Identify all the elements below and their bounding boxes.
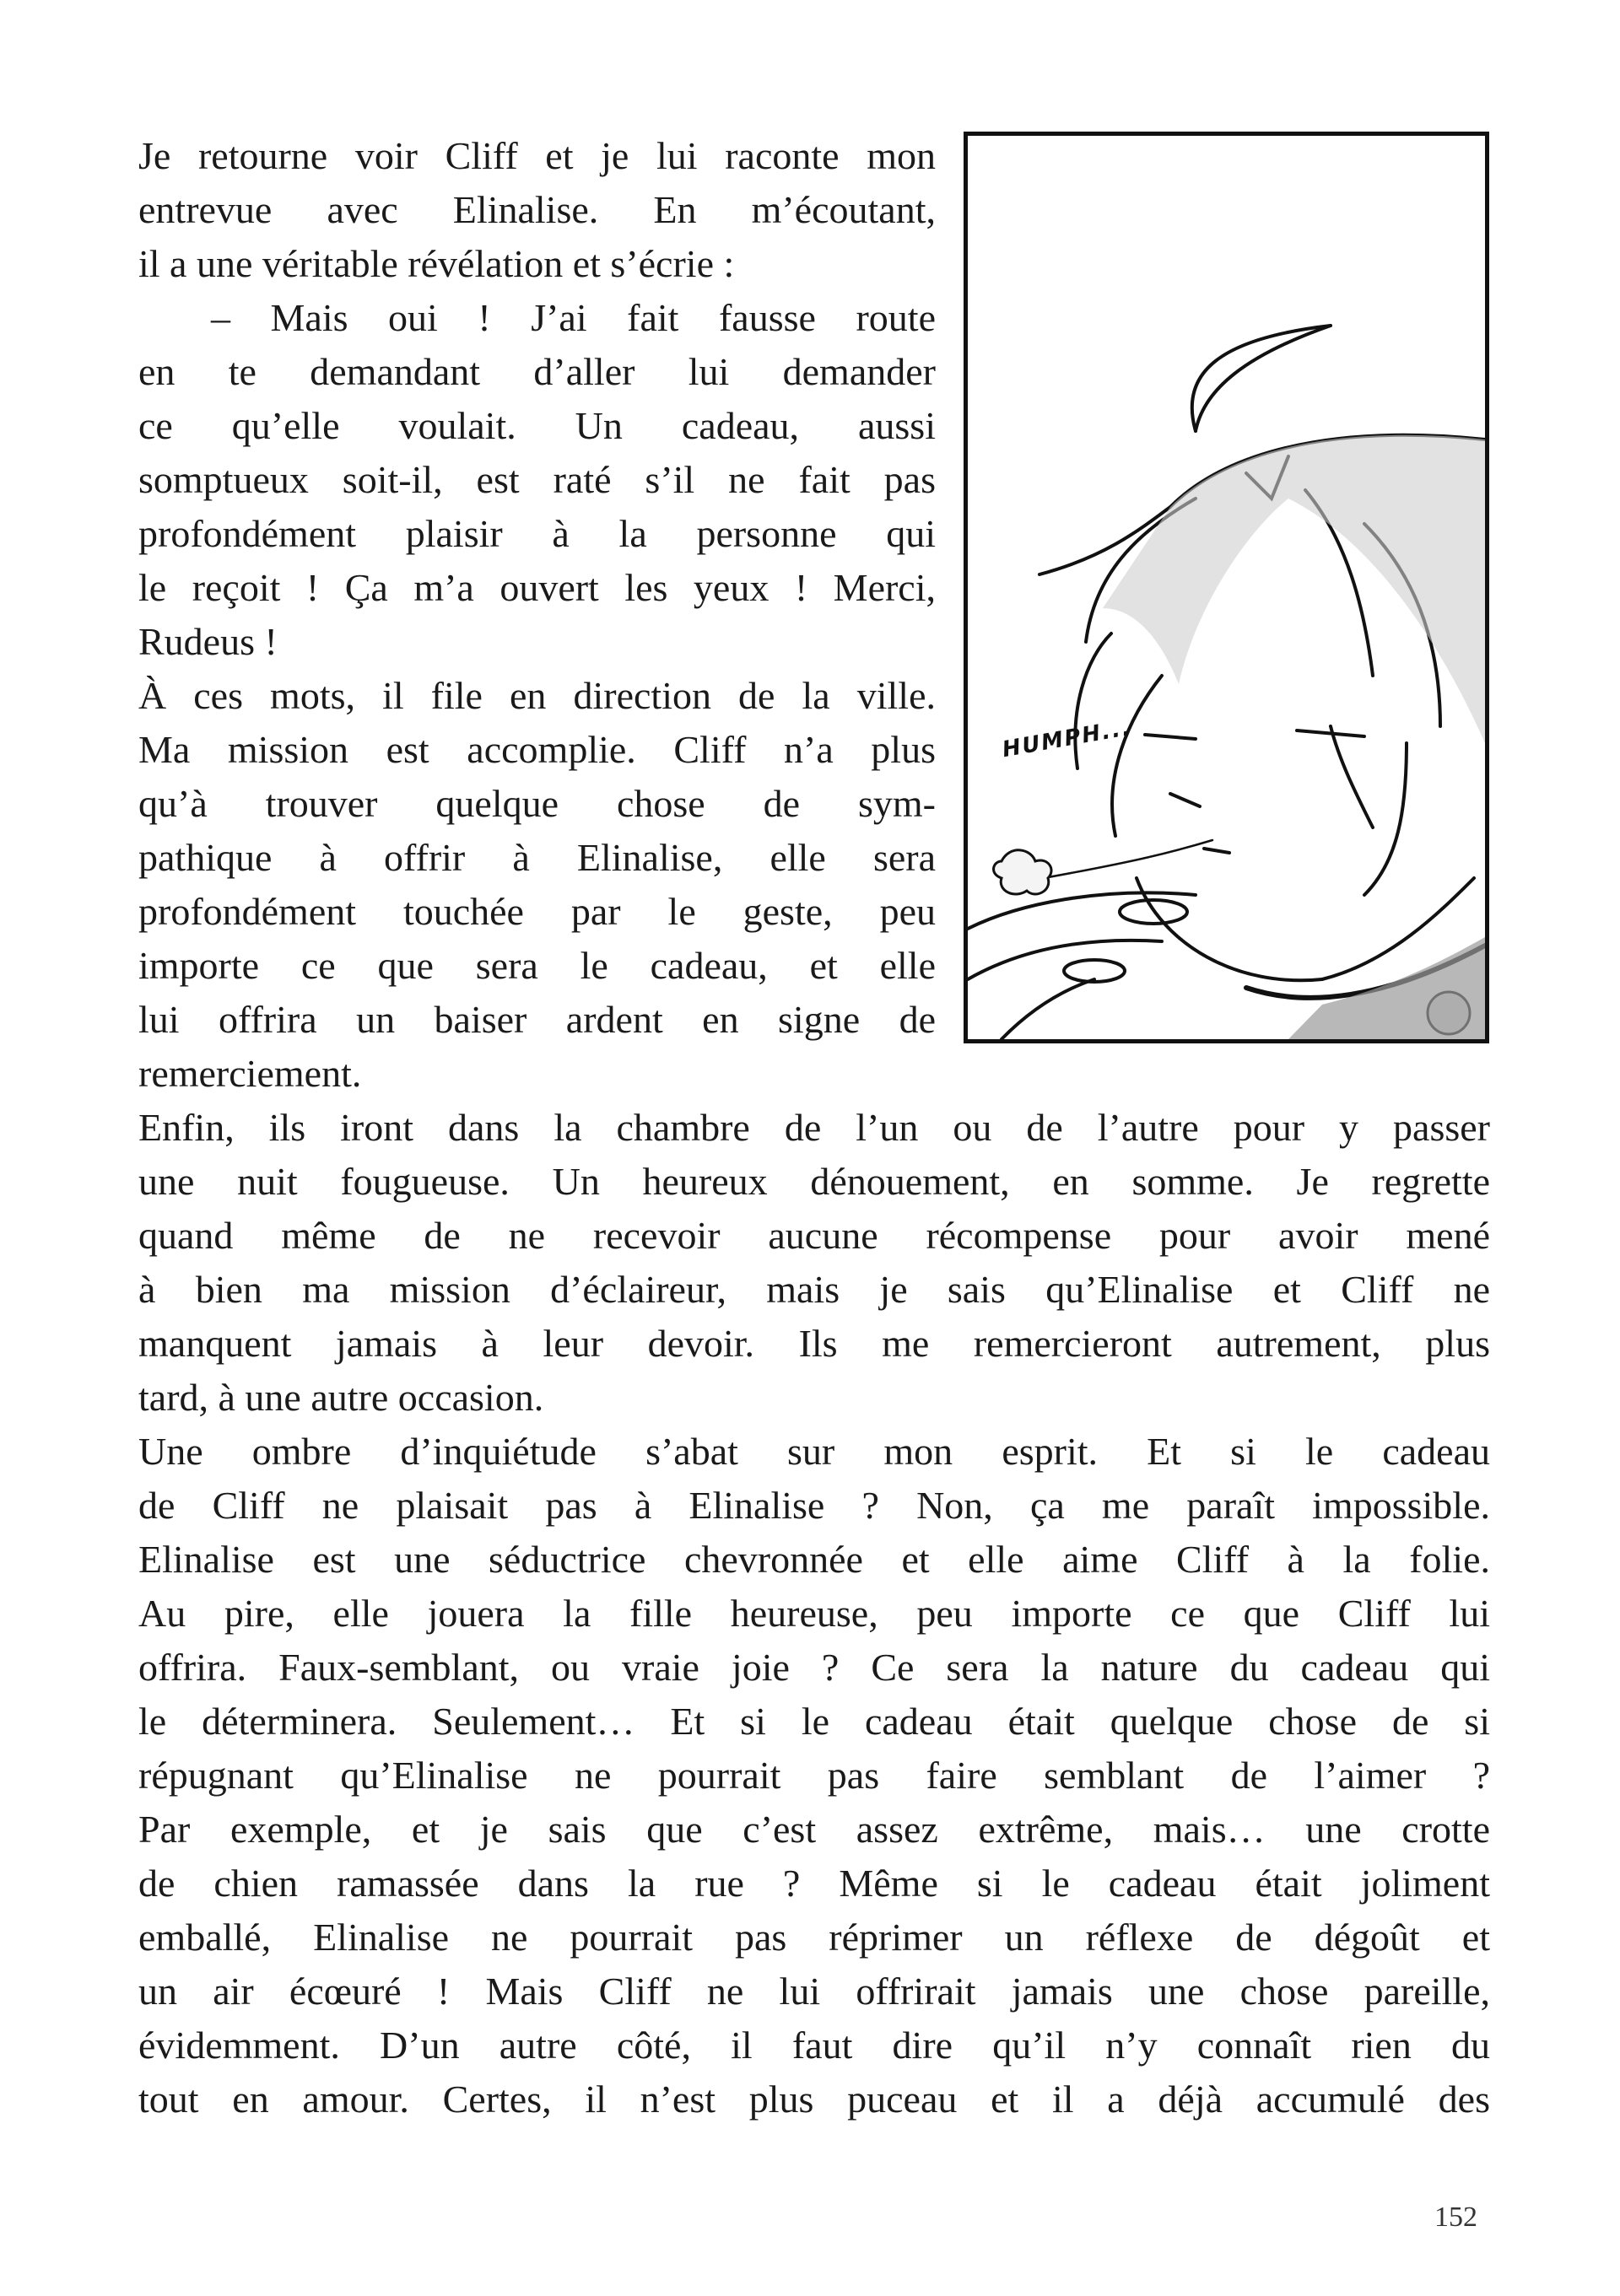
full-width-text xyxy=(138,1101,1490,2126)
text-line: Une ombre d’inquiétude s’abat sur mon esprit. Et si le cadeau xyxy=(138,1430,1490,1473)
text-line: répugnant qu’Elinalise ne pourrait pas faire semblant de l’aimer ? xyxy=(138,1754,1490,1797)
text-line: remerciement. xyxy=(138,1052,362,1095)
text-line: offrira. Faux-semblant, ou vraie joie ? Ce sera la nature du cadeau qui xyxy=(138,1646,1490,1689)
text-line: tard, à une autre occasion. xyxy=(138,1376,544,1419)
manga-illustration-panel xyxy=(964,132,1489,1043)
text-line: Par exemple, et je sais que c’est assez extrême, mais… une crotte xyxy=(138,1808,1490,1851)
text-line: qu’à trouver quelque chose de sym- xyxy=(138,782,936,825)
text-line: Je retourne voir Cliff et je lui raconte mon xyxy=(138,134,936,177)
text-line: en te demandant d’aller lui demander xyxy=(138,350,936,393)
text-line: de Cliff ne plaisait pas à Elinalise ? Non, ça me paraît impossible. xyxy=(138,1484,1490,1527)
text-line: lui offrira un baiser ardent en signe de xyxy=(138,998,936,1041)
text-line: à bien ma mission d’éclaireur, mais je sais qu’Elinalise et Cliff ne xyxy=(138,1268,1490,1311)
sighing-character-drawing xyxy=(968,136,1485,1039)
text-line: il a une véritable révélation et s’écrie : xyxy=(138,242,735,285)
text-line: tout en amour. Certes, il n’est plus puceau et il a déjà accumulé des xyxy=(138,2078,1490,2121)
text-column-beside-illustration xyxy=(138,129,936,1101)
text-line: Elinalise est une séductrice chevronnée et elle aime Cliff à la folie. xyxy=(138,1538,1490,1581)
text-line: somptueux soit-il, est raté s’il ne fait pas xyxy=(138,458,936,501)
text-line: de chien ramassée dans la rue ? Même si le cadeau était joliment xyxy=(138,1862,1490,1905)
text-line: profondément touchée par le geste, peu xyxy=(138,890,936,933)
text-line: le reçoit ! Ça m’a ouvert les yeux ! Merci, xyxy=(138,566,936,609)
text-line: une nuit fougueuse. Un heureux dénouement, en somme. Je regrette xyxy=(138,1160,1490,1203)
page-number: 152 xyxy=(1434,2202,1477,2233)
text-line: quand même de ne recevoir aucune récompense pour avoir mené xyxy=(138,1214,1490,1257)
text-line: Au pire, elle jouera la fille heureuse, peu importe ce que Cliff lui xyxy=(138,1592,1490,1635)
text-line: évidemment. D’un autre côté, il faut dire qu’il n’y connaît rien du xyxy=(138,2024,1490,2067)
text-line: emballé, Elinalise ne pourrait pas réprimer un réflexe de dégoût et xyxy=(138,1916,1490,1959)
text-line: – Mais oui ! J’ai fait fausse route xyxy=(211,296,936,339)
text-line: manquent jamais à leur devoir. Ils me remercieront autrement, plus xyxy=(138,1322,1490,1365)
text-line: un air écœuré ! Mais Cliff ne lui offrirait jamais une chose pareille, xyxy=(138,1970,1490,2013)
text-line: Rudeus ! xyxy=(138,620,278,663)
text-line: profondément plaisir à la personne qui xyxy=(138,512,936,555)
text-line: ce qu’elle voulait. Un cadeau, aussi xyxy=(138,404,936,447)
text-line: le déterminera. Seulement… Et si le cadeau était quelque chose de si xyxy=(138,1700,1490,1743)
sound-effect-text: HUMPH... xyxy=(1000,714,1134,763)
text-line: Ma mission est accomplie. Cliff n’a plus xyxy=(138,728,936,771)
text-line: Enfin, ils iront dans la chambre de l’un ou de l’autre pour y passer xyxy=(138,1106,1490,1149)
text-line: importe ce que sera le cadeau, et elle xyxy=(138,944,936,987)
text-line: À ces mots, il file en direction de la ville. xyxy=(138,674,936,717)
text-line: pathique à offrir à Elinalise, elle sera xyxy=(138,836,936,879)
text-line: entrevue avec Elinalise. En m’écoutant, xyxy=(138,188,936,231)
